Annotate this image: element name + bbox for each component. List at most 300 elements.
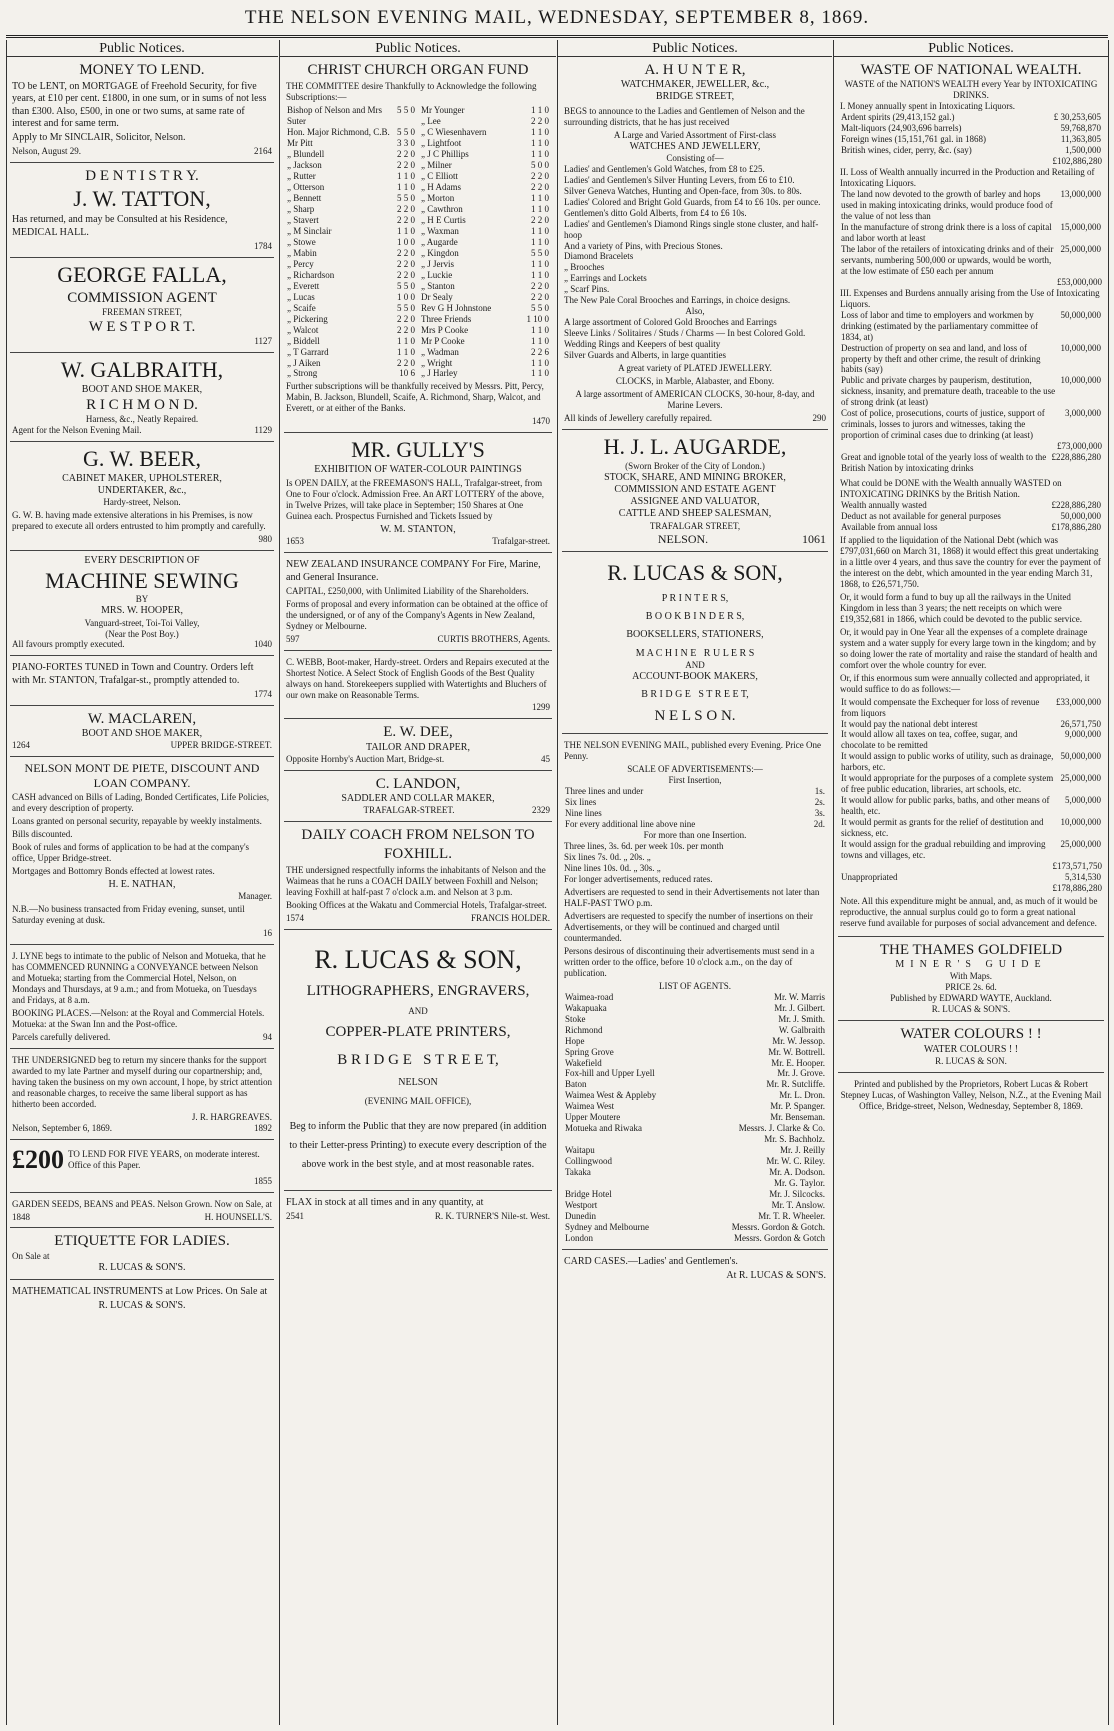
rate-row-label: Three lines and under: [565, 786, 644, 797]
ad-line: ACCOUNT-BOOK MAKERS,: [632, 670, 758, 682]
subscription-row-value: 5 5 0: [531, 247, 549, 258]
agent-row: [564, 1233, 826, 1244]
agent-row-label: Wakapuaka: [565, 1002, 607, 1013]
ad-body: Or, it would pay in One Year all the expenses of a complete drainage system and a water supply for every large town in the kingdom; and by so doing lower the rate of mortality and raise the standard of health and comfort over the whole country for ever.: [840, 626, 1098, 670]
agent-row-value: Mr. A. Dodson.: [769, 1167, 825, 1178]
subscription-row-label: „ Mabin: [287, 247, 317, 258]
ad-mont-de-piete: [10, 757, 274, 945]
ad-line: WATER COLOURS ! !: [923, 1043, 1019, 1055]
ad-water-colours: [838, 1021, 1104, 1072]
subscription-row-label: „ Everett: [287, 280, 320, 291]
subscription-row: [286, 182, 416, 193]
agent-row-value: Mr. J. Silcocks.: [769, 1189, 825, 1200]
subscription-row: [420, 171, 550, 182]
subscription-row: [420, 303, 550, 314]
ad-number: 1892: [254, 1122, 272, 1133]
imprint-text: Printed and published by the Proprietors, Robert Lucas & Robert Stepney Lucas, of Washington Valley, Nelson, N.Z., at the Evening Mail Office, Bridge-street, Nelson, Wednesday, September 8, 1869.: [840, 1078, 1102, 1111]
agent-row-label: Waimea-road: [565, 991, 614, 1002]
subscription-row-label: „ J Jervis: [421, 258, 454, 269]
waste-row-value: 9,000,000: [1065, 729, 1101, 740]
subscription-row-value: 2 2 0: [397, 160, 415, 171]
ad-body: PIANO-FORTES TUNED in Town and Country. Orders left with Mr. STANTON, Trafalgar-st., promptly attended to.: [12, 662, 254, 686]
ad-money-to-lend: [10, 57, 274, 163]
subscription-row: [420, 270, 550, 281]
waste-row-value: 26,571,750: [1060, 718, 1101, 729]
ad-number: 2164: [254, 146, 272, 157]
agent-row: [564, 1200, 826, 1211]
subscription-row-value: 2 2 0: [397, 203, 415, 214]
ad-line: NELSON.: [657, 531, 709, 546]
unappropriated: [840, 872, 1102, 883]
ad-body: Book of rules and forms of application to be had at the company's office, Upper Bridge-street.: [12, 842, 250, 864]
subscription-row: [286, 336, 416, 347]
subscription-row: [286, 270, 416, 281]
subscription-row-label: „ Pickering: [287, 313, 328, 324]
agent-row-value: Mr. J. Grove.: [777, 1068, 825, 1079]
ad-line: Agent for the Nelson Evening Mail.: [12, 425, 142, 436]
ad-title: NELSON MONT DE PIETE, DISCOUNT AND LOAN COMPANY.: [24, 761, 260, 790]
ad-name: J. W. TATTON,: [73, 185, 211, 211]
ad-signature: R. LUCAS & SON'S.: [98, 1300, 186, 1312]
ad-name: G. W. BEER,: [83, 446, 201, 472]
ad-title: MONEY TO LEND.: [79, 62, 205, 78]
waste-row-label: The labor of the retailers of intoxicating drinks and of their servants, numbering 500,000 or upwards, would be worth, at the low estimate of £50 each per annum: [841, 243, 1054, 276]
agent-row-value: Mr. P. Spanger.: [770, 1101, 825, 1112]
subscription-row: [286, 325, 416, 336]
waste-table-1: [840, 112, 1102, 156]
subscription-row-value: 2 2 0: [397, 269, 415, 280]
agent-row-label: Fox-hill and Upper Lyell: [565, 1068, 655, 1079]
rate-row-value: 2s.: [814, 797, 825, 808]
ad-body: BOOKING PLACES.—Nelson: at the Royal and Commercial Hotels. Motueka: at the Swan Inn and the Post-office.: [12, 1008, 265, 1030]
subscription-row: [420, 281, 550, 292]
ad-line: PRICE 2s. 6d.: [945, 982, 997, 993]
ad-nelson-evening-mail: [562, 734, 828, 1250]
subscription-row-label: „ J C Phillips: [421, 149, 469, 160]
agent-row: [564, 1112, 826, 1123]
agent-row-value: Messrs. J. Clarke & Co.: [738, 1123, 825, 1134]
subscription-row-value: 1 1 0: [531, 105, 549, 116]
subscription-row: [286, 105, 416, 127]
subscription-row: [286, 204, 416, 215]
waste-row-label: Cost of police, prosecutions, courts of justice, support of criminals, losses to jurors and witnesses, taking the proportion of criminal cases due to drinking (at least): [841, 408, 1045, 441]
subscription-row-label: Three Friends: [421, 313, 472, 324]
subscription-row-value: 10 6: [399, 368, 415, 379]
subscription-row-value: 1 0 0: [397, 291, 415, 302]
subscription-row-label: „ Luckie: [421, 269, 453, 280]
ad-name: MACHINE SEWING: [45, 567, 239, 593]
agent-row-label: Waimea West: [565, 1101, 615, 1112]
ad-body: THE UNDERSIGNED beg to return my sincere thanks for the support awarded to my late Partner and myself during our copartnership; and, having taken the business on my own account, I hope, by strict attention and reasonable charges, to receive the same liberal support as has hitherto been accorded.: [12, 1055, 272, 1109]
agent-row-label: Dunedin: [565, 1211, 596, 1222]
agent-row-value: W. Galbraith: [778, 1024, 825, 1035]
ad-nz-insurance: [284, 553, 552, 650]
subscription-row-label: „ Lucas: [287, 291, 315, 302]
column-heading: Public Notices.: [558, 40, 832, 57]
ad-name: W. GALBRAITH,: [60, 357, 224, 383]
subscription-row-label: „ M Sinclair: [287, 225, 332, 236]
subscription-row-value: 1 1 0: [531, 203, 549, 214]
waste-row-value: 50,000,000: [1060, 751, 1101, 762]
ad-hooper: [10, 551, 274, 656]
agent-row-value: Messrs. Gordon & Gotch: [734, 1233, 825, 1243]
rate-row-label: For every additional line above nine: [565, 819, 696, 830]
waste-row-value: 50,000,000: [1060, 511, 1101, 522]
list-item: „ Earrings and Lockets: [564, 273, 647, 284]
ad-line: CATTLE AND SHEEP SALESMAN,: [618, 508, 772, 520]
subscription-row-value: 2 2 0: [397, 149, 415, 160]
list-item: Ladies' and Gentlemen's Gold Watches, from £8 to £25.: [564, 163, 765, 174]
subscription-row-label: „ Strong: [287, 368, 318, 379]
ad-line: On Sale at: [12, 1250, 50, 1261]
waste-row: [840, 729, 1102, 751]
ad-number: 2541: [286, 1210, 304, 1221]
ad-line: B O O K B I N D E R S,: [645, 611, 745, 623]
agent-row: [564, 1222, 826, 1233]
waste-table-3: [840, 310, 1102, 442]
ad-line: WASTE of the NATION'S WEALTH every Year by INTOXICATING DRINKS.: [844, 79, 1098, 101]
subscription-row-label: „ H Adams: [421, 182, 461, 193]
ad-title: ETIQUETTE FOR LADIES.: [54, 1233, 230, 1250]
subscription-row: [420, 215, 550, 226]
ad-line: COMMISSION AND ESTATE AGENT: [614, 484, 776, 495]
ad-line: W E S T P O R T.: [88, 318, 196, 335]
ad-line: First Insertion,: [668, 775, 722, 786]
waste-row-value: 1,500,000: [1065, 145, 1101, 156]
ad-line: All kinds of Jewellery carefully repaired.: [564, 413, 712, 424]
agent-row: [564, 1123, 826, 1134]
ad-number: 1129: [254, 425, 272, 436]
waste-row-label: It would pay the national debt interest: [841, 718, 978, 729]
ad-title: THE THAMES GOLDFIELD: [879, 941, 1063, 958]
ad-title: WATER COLOURS ! !: [900, 1026, 1042, 1043]
rate-row-value: 1s.: [814, 786, 825, 797]
ad-body: If applied to the liquidation of the National Debt (which was £797,031,660 on March 31, 1868) it would effect this great undertaking in a little over 4 years, and thus save the country for ever the payment of the interest on the debt, which amounted in the year ending March 31, 1868, to £26,571,750.: [840, 535, 1101, 589]
agent-row-label: Waitapu: [565, 1145, 595, 1156]
subscription-row-label: „ Kingdon: [421, 247, 459, 258]
list-item: Ladies' and Gentlemen's Silver Hunting Levers, from £6 to £10.: [564, 174, 795, 185]
agent-row: [564, 1047, 826, 1058]
ad-line: ASSIGNEE AND VALUATOR,: [630, 496, 760, 508]
subscription-row-label: „ Stowe: [287, 236, 316, 247]
agent-row-value: Mr. E. Hooper.: [771, 1057, 825, 1068]
rate-row: [564, 819, 826, 830]
subscriptions-left: [286, 105, 416, 379]
waste-row-label: British wines, cider, perry, &c. (say): [841, 145, 972, 156]
agent-row-value: Mr. G. Taylor.: [774, 1178, 825, 1189]
ad-body: THE NELSON EVENING MAIL, published every Evening. Price One Penny.: [564, 740, 821, 762]
subscription-row-value: 1 1 0: [531, 236, 549, 247]
subscription-row-label: „ Lightfoot: [421, 138, 462, 149]
subscription-row: [286, 292, 416, 303]
list-item: Three lines, 3s. 6d. per week 10s. per month: [564, 841, 724, 852]
ad-number: 1061: [802, 531, 826, 546]
agent-row: [564, 1134, 826, 1145]
ad-name: C. LANDON,: [375, 775, 461, 792]
rate-row-label: Six lines: [565, 797, 597, 808]
ad-line: B R I D G E S T R E E T,: [337, 1052, 499, 1069]
rate-row-value: 3s.: [814, 808, 825, 819]
subscription-row: [420, 105, 550, 116]
ad-name: MR. GULLY'S: [351, 437, 485, 463]
agent-row-value: Mr. J. Smith.: [778, 1013, 825, 1024]
subscription-row-label: „ Lee: [421, 116, 441, 127]
ad-body: Loans granted on personal security, repayable by weekly instalments.: [12, 816, 262, 827]
subscription-row-label: „ Augarde: [421, 236, 458, 247]
subscription-row: [286, 303, 416, 314]
subscription-row-value: 1 1 0: [531, 335, 549, 346]
subscription-row-label: „ H E Curtis: [421, 214, 466, 225]
waste-row-label: It would assign for the gradual rebuilding and improving towns and villages, etc.: [841, 839, 1046, 861]
ad-body: THE COMMITTEE desire Thankfully to Acknowledge the following Subscriptions:—: [286, 81, 537, 103]
waste-row-label: Foreign wines (15,151,761 gal. in 1868): [841, 134, 986, 145]
agent-row: [564, 992, 826, 1003]
subscription-row-value: 2 2 6: [531, 346, 549, 357]
ad-number: 597: [286, 633, 300, 644]
waste-row-label: Loss of labor and time to employers and workmen by drinking (estimated by the parliamentary committee of 1834, at): [841, 309, 1038, 342]
agent-row: [564, 1014, 826, 1025]
agent-row-label: Richmond: [565, 1024, 603, 1035]
waste-row-value: 11,363,805: [1060, 134, 1101, 145]
ad-body: Advertisers are requested to send in their Advertisements not later than HALF-PAST TWO p.m.: [564, 886, 820, 908]
subscription-row-value: 2 2 0: [397, 357, 415, 368]
subscription-row: [286, 248, 416, 259]
ad-line: All favours promptly executed.: [12, 639, 125, 650]
waste-row: [840, 817, 1102, 839]
ad-galbraith: [10, 353, 274, 442]
waste-row-label: Public and private charges by pauperism, destitution, sickness, insanity, and premature death, traceable to the use of strong drink (at least): [841, 375, 1056, 408]
ad-line: WATCHMAKER, JEWELLER, &c.,: [620, 79, 770, 91]
ad-number: 16: [263, 928, 272, 939]
agent-row-label: Spring Grove: [565, 1046, 614, 1057]
ad-line: Trafalgar-street.: [492, 536, 550, 547]
column-rule: [1108, 40, 1109, 1725]
subscription-row: [420, 237, 550, 248]
agent-row-label: Westport: [565, 1200, 598, 1211]
subscription-row-label: Hon. Major Richmond, C.B.: [287, 127, 390, 138]
waste-row: [840, 189, 1102, 222]
subscription-row-label: „ Scaife: [287, 302, 316, 313]
waste-row-value: 13,000,000: [1060, 188, 1101, 199]
subscription-row: [286, 347, 416, 358]
waste-row-value: 10,000,000: [1060, 375, 1101, 386]
subscription-row-label: „ Morton: [421, 192, 455, 203]
ad-gully: [284, 433, 552, 553]
agent-row: [564, 1178, 826, 1189]
ad-body: Mortgages and Bottomry Bonds effected at lowest rates.: [12, 866, 215, 877]
ad-title: DAILY COACH FROM NELSON TO FOXHILL.: [301, 827, 535, 862]
ad-webb: [284, 651, 552, 720]
subscription-row-label: „ Jackson: [287, 160, 322, 171]
agent-row: [564, 1068, 826, 1079]
ad-line: BRIDGE STREET,: [655, 91, 735, 103]
ad-number: 1127: [254, 336, 272, 347]
subscription-row-value: 1 10 0: [526, 313, 549, 324]
ad-line: Consisting of—: [666, 152, 724, 163]
column-2: [280, 57, 556, 1725]
ad-line: BOOKSELLERS, STATIONERS,: [626, 629, 764, 641]
imprint: [838, 1073, 1104, 1119]
waste-row-value: 59,768,870: [1060, 123, 1101, 134]
list-item: Sleeve Links / Solitaires / Studs / Charms — In best Colored Gold.: [564, 328, 806, 339]
rates-list: [564, 841, 826, 874]
ad-line: For more than one Insertion.: [643, 830, 747, 841]
ad-number: 1470: [532, 416, 550, 427]
list-item: Ladies' and Gentlemen's Diamond Rings single stone cluster, and half-hoop: [564, 218, 819, 240]
grand-value: £228,886,280: [1051, 452, 1101, 463]
ad-number: 45: [541, 753, 550, 764]
ad-name: W. MACLAREN,: [87, 710, 197, 727]
subscription-row: [420, 292, 550, 303]
waste-row-label: Available from annual loss: [841, 522, 938, 533]
agent-row-label: Wakefield: [565, 1057, 602, 1068]
waste-row-label: The land now devoted to the growth of barley and hops used in making intoxicating drinks, would produce food of the value of not less than: [841, 188, 1053, 221]
subscription-row-value: 1 1 0: [397, 171, 415, 182]
subscription-row-value: 5 5 0: [531, 302, 549, 313]
grand-label: Great and ignoble total of the yearly loss of wealth to the British Nation by intoxicating drinks: [841, 452, 1047, 474]
waste-row-value: 25,000,000: [1060, 243, 1101, 254]
ad-amount: £200: [12, 1144, 64, 1174]
subscriptions-right: [420, 105, 550, 379]
list-item: And a variety of Pins, with Precious Stones.: [564, 240, 723, 251]
unapprop-label: Unappropriated: [841, 872, 898, 883]
agent-row-label: [564, 1178, 694, 1189]
ad-lucas-printers: [562, 552, 828, 734]
ad-number: 1574: [286, 912, 304, 923]
agent-row-label: Upper Moutere: [565, 1112, 621, 1123]
ad-number: 1784: [254, 240, 272, 251]
waste-row-label: In the manufacture of strong drink there is a loss of capital and labor worth at least: [841, 221, 1052, 243]
ad-line: N E L S O N.: [654, 708, 736, 725]
ad-number: 94: [263, 1032, 272, 1043]
agent-row-value: Mr. W. Marris: [773, 991, 825, 1002]
subscription-row: [420, 193, 550, 204]
jewellery-list-2: [564, 317, 826, 361]
ad-line: TRAFALGAR STREET,: [649, 520, 741, 531]
waste-row-label: It would allow for public parks, baths, and other means of health, etc.: [841, 795, 1050, 817]
list-item: Silver Guards and Alberts, in large quantities: [564, 350, 727, 361]
ad-title: CHRIST CHURCH ORGAN FUND: [307, 62, 529, 78]
subscription-row: [420, 347, 550, 358]
section-total: £102,886,280: [1052, 156, 1102, 167]
subscription-row: [286, 281, 416, 292]
agent-row-label: Motueka and Riwaka: [565, 1123, 642, 1134]
subscription-row-value: 2 2 0: [531, 116, 549, 127]
ad-falla: [10, 258, 274, 353]
ad-dee: [284, 719, 552, 770]
ad-line: Harness, &c., Neatly Repaired.: [85, 414, 199, 425]
ad-landon: [284, 771, 552, 822]
agent-row-value: Mr. T. R. Wheeler.: [758, 1211, 825, 1222]
subscription-row-value: 5 5 0: [397, 127, 415, 138]
ad-body: THE undersigned respectfully informs the inhabitants of Nelson and the Waimeas that he runs a COACH DAILY between Foxhill and Nelson; leaving Foxhill at half-past 7 o'clock a.m. and Nelson at 3 p.m.: [286, 864, 546, 897]
waste-row-value: £33,000,000: [1056, 696, 1101, 707]
waste-row-value: 10,000,000: [1060, 817, 1101, 828]
subscription-row: [286, 215, 416, 226]
subscription-row: [420, 149, 550, 160]
subscription-row-label: „ J Harley: [421, 368, 458, 379]
subscription-row-label: „ Bennett: [287, 192, 322, 203]
ad-organ-fund: [284, 57, 552, 433]
ad-body: CASH advanced on Bills of Lading, Bonded Certificates, Life Policies, and every description of property.: [12, 792, 269, 814]
agent-row: [564, 1003, 826, 1014]
waste-row: [840, 222, 1102, 244]
ad-line: For longer advertisements, reduced rates.: [564, 874, 713, 884]
subscription-row-label: „ Sharp: [287, 203, 315, 214]
rates-table: [564, 786, 826, 830]
agent-row-label: London: [565, 1233, 593, 1243]
waste-row: [840, 145, 1102, 156]
column-4: [834, 57, 1108, 1725]
rate-row: [564, 786, 826, 797]
agent-row-label: Waimea West & Appleby: [565, 1090, 657, 1101]
agent-row-label: Baton: [565, 1079, 587, 1090]
subscription-row-value: 1 1 0: [531, 127, 549, 138]
subscription-row: [420, 368, 550, 379]
ad-line: B R I D G E S T R E E T,: [641, 688, 749, 700]
ad-signature: CURTIS BROTHERS, Agents.: [437, 633, 550, 644]
subscription-row: [420, 160, 550, 171]
list-item: Ladies' Colored and Bright Gold Guards, from £4 to £6 10s. per ounce.: [564, 196, 821, 207]
ad-name: R. LUCAS & SON,: [607, 560, 783, 586]
ad-number: 2329: [531, 805, 550, 816]
subscription-row-value: 5 5 0: [397, 105, 415, 116]
subscription-row-label: „ Otterson: [287, 182, 325, 193]
ad-line: (Near the Post Boy.): [105, 628, 179, 639]
ad-line: MRS. W. HOOPER,: [101, 605, 183, 617]
subscription-row: [420, 226, 550, 237]
ad-line: Opposite Hornby's Auction Mart, Bridge-st.: [286, 753, 445, 764]
subscription-row-value: 1 1 0: [531, 324, 549, 335]
subscription-row: [420, 182, 550, 193]
ad-line: (EVENING MAIL OFFICE),: [364, 1095, 472, 1106]
ad-number: 1774: [254, 688, 272, 699]
grand-total: [840, 452, 1102, 474]
subscription-row-value: 5 0 0: [531, 160, 549, 171]
subscription-row: [420, 358, 550, 369]
ad-body: Further subscriptions will be thankfully received by Messrs. Pitt, Percy, Mabin, B. Jackson, Blundell, Scaife, A. Richmond, Sharp, Walcot, and Everett, or at either of the Banks.: [286, 381, 544, 414]
waste-row-label: It would appropriate for the purposes of a complete system of free public education, libraries, art schools, etc.: [841, 773, 1054, 795]
ad-signature: R. LUCAS & SON.: [935, 1055, 1007, 1066]
section-heading: II. Loss of Wealth annually incurred in the Production and Retailing of Intoxicating Liquors.: [840, 167, 1095, 189]
agent-row-value: Mr. J. Reilly: [779, 1145, 825, 1156]
ad-etiquette: [10, 1228, 274, 1279]
ad-signature: H. HOUNSELL'S.: [204, 1211, 272, 1222]
column-heading: Public Notices.: [280, 40, 556, 57]
ad-body: TO LEND FOR FIVE YEARS, on moderate interest. Office of this Paper.: [68, 1148, 260, 1170]
ad-mathematical: [10, 1280, 274, 1317]
rate-row-label: Nine lines: [565, 808, 602, 819]
waste-row: [840, 112, 1102, 123]
agents-table: [564, 992, 826, 1244]
agent-row: [564, 1189, 826, 1200]
subscription-row-label: „ Richardson: [287, 269, 335, 280]
unapprop-value: 5,314,530: [1065, 872, 1101, 883]
agent-row-value: Mr. W. Jessop.: [772, 1035, 825, 1046]
rate-row: [564, 808, 826, 819]
agent-row: [564, 1090, 826, 1101]
ad-line: A great variety of PLATED JEWELLERY.: [618, 363, 772, 374]
subscription-row-label: Dr Sealy: [421, 291, 453, 302]
subscription-row-value: 2 2 0: [397, 258, 415, 269]
ad-body: C. WEBB, Boot-maker, Hardy-street. Orders and Repairs executed at the Shortest Notice. A Select Stock of English Goods of the Best Quality always on hand. Storekeepers supplied with Watertights and Bluchers of our own make on Reasonable Terms.: [286, 656, 550, 700]
ad-body: Has returned, and may be Consulted at his Residence, MEDICAL HALL.: [12, 214, 228, 238]
list-item: The New Pale Coral Brooches and Earrings, in choice designs.: [564, 295, 791, 306]
ad-line: A Large and Varied Assortment of First-class: [613, 129, 777, 140]
waste-row-value: 5,000,000: [1065, 795, 1101, 806]
column-1: [6, 57, 278, 1725]
section-total: £178,886,280: [1052, 883, 1102, 894]
